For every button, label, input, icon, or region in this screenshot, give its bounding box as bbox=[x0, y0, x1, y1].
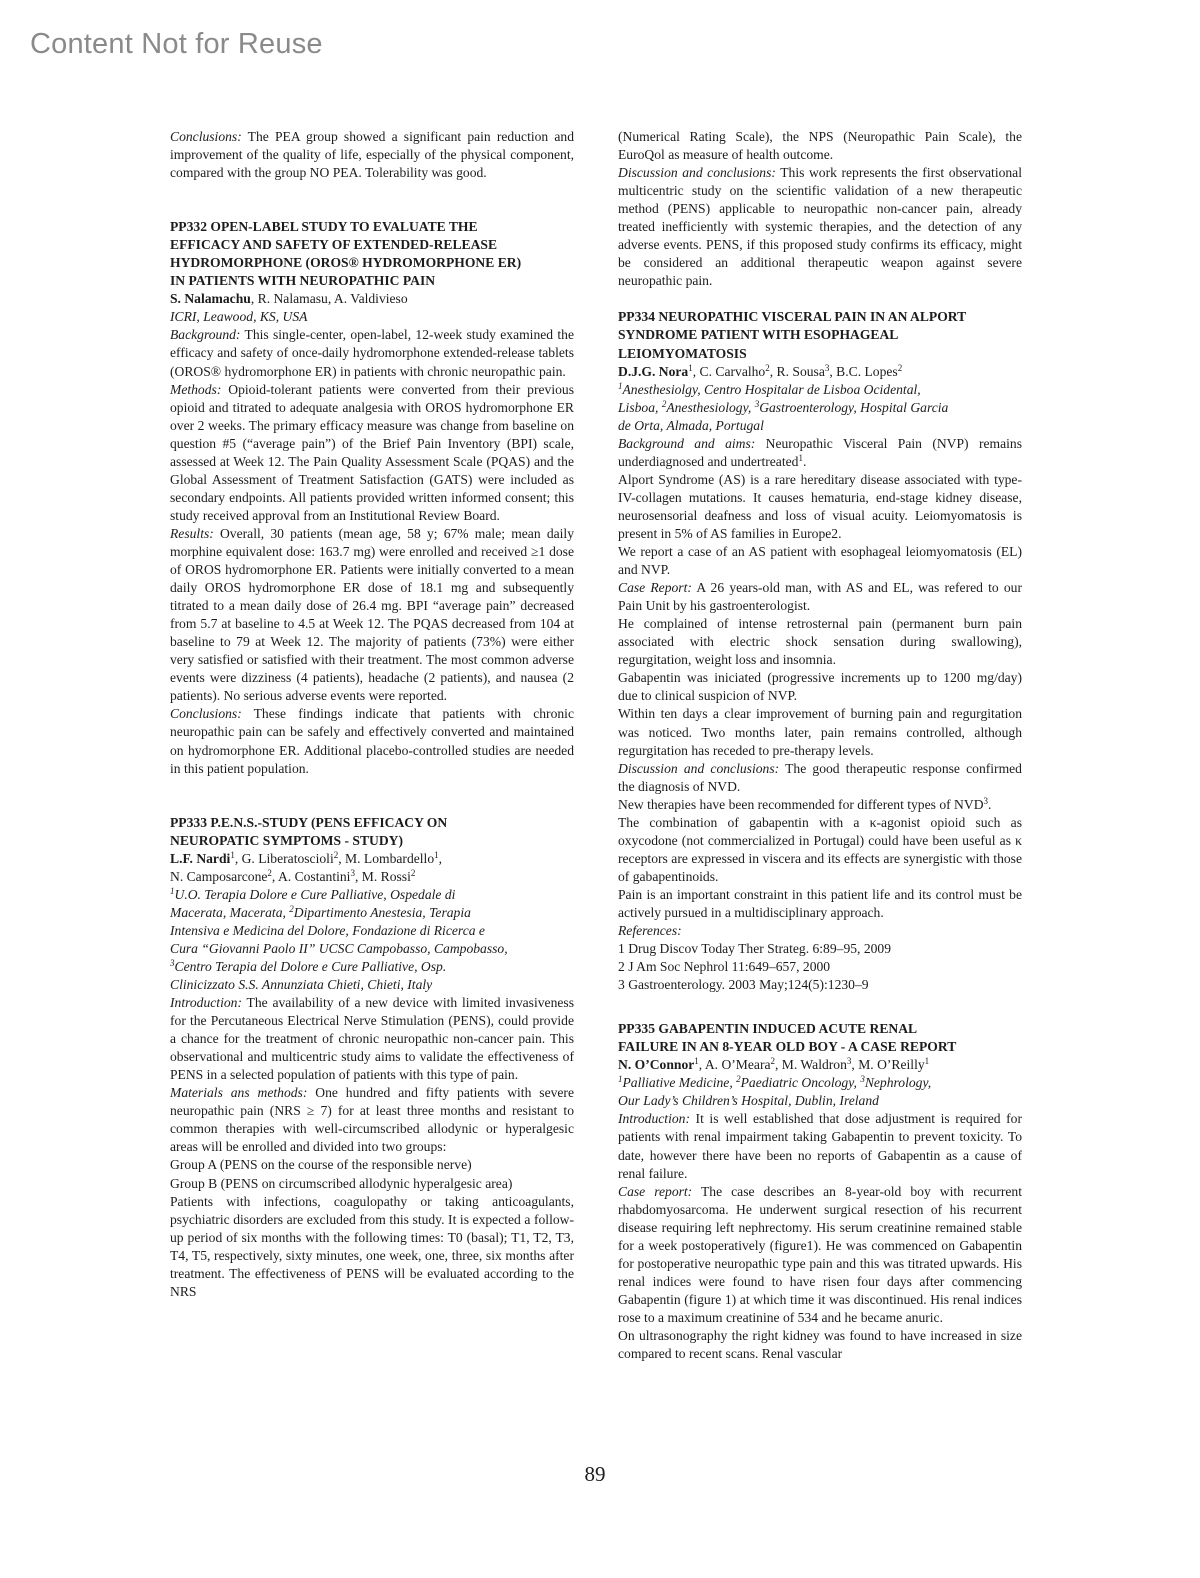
background-paragraph bbox=[618, 435, 1022, 471]
affiliation-marker: 1 bbox=[688, 362, 693, 373]
coauthor: , A. O’Meara bbox=[698, 1057, 771, 1073]
title-line: PP332 OPEN-LABEL STUDY TO EVALUATE THE bbox=[170, 219, 478, 235]
paragraph: On ultrasonography the right kidney was found to have increased in size compared to recent scans. Renal vascular bbox=[618, 1328, 1022, 1362]
affiliation-line: Our Lady’s Children’s Hospital, Dublin, Ireland bbox=[618, 1093, 879, 1109]
affiliation-line: Cura “Giovanni Paolo II” UCSC Campobasso, Campobasso, bbox=[170, 940, 508, 956]
affiliation-line: de Orta, Almada, Portugal bbox=[618, 417, 764, 433]
coauthor: , C. Carvalho bbox=[692, 363, 766, 379]
presenting-author: N. O’Connor bbox=[618, 1057, 695, 1073]
section-label: Case report: bbox=[618, 1183, 693, 1199]
affiliation-marker: 3 bbox=[350, 867, 355, 878]
paragraph-text: This single-center, open-label, 12-week study examined the efficacy and safety of once-daily hydromorphone extended-release tablets (OROS® hydromorphone ER) in patients with chronic neuropathic pain. bbox=[170, 327, 574, 379]
section-label: Discussion and conclusions: bbox=[618, 165, 776, 181]
section-label: Discussion and conclusions: bbox=[618, 760, 780, 776]
coauthor: , A. Costantini bbox=[271, 868, 351, 884]
affiliation-marker: 2 bbox=[267, 867, 272, 878]
conclusions-paragraph bbox=[170, 705, 574, 777]
affiliation-line: Centro Terapia del Dolore e Cure Palliative, Osp. bbox=[174, 958, 447, 974]
section-label: Case Report: bbox=[618, 580, 692, 596]
presenting-author: S. Nalamachu bbox=[170, 291, 251, 307]
affiliation-marker: 2 bbox=[736, 1074, 741, 1085]
materials-paragraph bbox=[170, 1084, 574, 1156]
paragraph-text: . bbox=[802, 453, 807, 469]
paragraph-text: New therapies have been recommended for different types of NVD bbox=[618, 796, 984, 812]
abstract-title bbox=[170, 814, 574, 850]
paragraph: He complained of intense retrosternal pain (permanent burn pain associated with electric shock sensation during swallowing), regurgitation, weight loss and insomnia. bbox=[618, 616, 1022, 668]
affiliation-line: Clinicizzato S.S. Annunziata Chieti, Chieti, Italy bbox=[170, 977, 433, 993]
author-list bbox=[618, 363, 1022, 381]
affiliation: ICRI, Leawood, KS, USA bbox=[170, 309, 308, 325]
affiliation bbox=[170, 886, 574, 994]
section-label: Conclusions: bbox=[170, 129, 242, 144]
exclusion-paragraph: Patients with infections, coagulopathy or taking anticoagulants, psychiatric disorders are excluded from this study. It is expected a follow-up period of six months with the following times: T0 (basal); T1, T2, T3, T4, T5, respectively, sixty minutes, one week, one, three, six months after treatment. The effectiveness of PENS will be evaluated according to the NRS bbox=[170, 1193, 574, 1299]
paragraph-text: A 26 years-old man, with AS and EL, was refered to our Pain Unit by his gastroenterologist. bbox=[618, 580, 1022, 614]
paragraph-text: These findings indicate that patients with chronic neuropathic pain can be safely and effectively converted and maintained on hydromorphone ER. Additional placebo-controlled studies are needed in this patient population. bbox=[170, 706, 574, 776]
section-label: Background and aims: bbox=[618, 435, 756, 451]
affiliation-line: Palliative Medicine, bbox=[622, 1075, 737, 1091]
group-a-line: Group A (PENS on the course of the responsible nerve) bbox=[170, 1157, 472, 1173]
affiliation-marker: 2 bbox=[289, 903, 294, 914]
affiliation-line: Anesthesiolgy, Centro Hospitalar de Lisboa Ocidental, bbox=[622, 381, 921, 397]
coauthors: , R. Nalamasu, A. Valdivieso bbox=[250, 291, 408, 307]
affiliation-marker: 3 bbox=[824, 362, 830, 373]
abstract-title bbox=[618, 308, 1022, 362]
abstract-pp334 bbox=[618, 308, 1022, 994]
section-label: Introduction: bbox=[618, 1111, 690, 1127]
citation-marker: 1 bbox=[798, 452, 803, 463]
title-line: PP334 NEUROPATHIC VISCERAL PAIN IN AN ALPORT bbox=[618, 309, 967, 325]
left-column bbox=[170, 128, 574, 1301]
prev-abstract-conclusions bbox=[170, 128, 574, 182]
affiliation-line: Paediatric Oncology, bbox=[740, 1075, 861, 1091]
author-list: L.F. Nardi$^1$, G. Liberatoscioli$^2$, M. Lombardello$^1$, N. Camposarcone$^2$, A. Costantini$^3$, M. Rossi$^2$ bbox=[170, 849, 443, 884]
section-label: Conclusions: bbox=[170, 706, 242, 722]
coauthor: , M. Waldron bbox=[775, 1057, 847, 1073]
affiliation-line: Intensiva e Medicina del Dolore, Fondazione di Ricerca e bbox=[170, 922, 485, 938]
title-line: HYDROMORPHONE (OROS® HYDROMORPHONE ER) bbox=[170, 255, 522, 271]
affiliation-line: Nephrology, bbox=[864, 1075, 932, 1091]
abstract-pp335 bbox=[618, 1020, 1022, 1363]
affiliation-marker: 3 bbox=[846, 1056, 852, 1067]
paragraph: We report a case of an AS patient with esophageal leiomyomatosis (EL) and NVP. bbox=[618, 544, 1022, 578]
coauthor: , R. Sousa bbox=[769, 363, 825, 379]
paragraph-text: Overall, 30 patients (mean age, 58 y; 67% male; mean daily morphine equivalent dose: 163.7 mg) were enrolled and received ≥1 dose of OROS hydromorphone ER. Patients were initially converted to a mean daily OROS hydromorphone ER dose of 18.1 mg and subsequently titrated to a mean daily dose of 26.4 mg. BPI “average pain” decreased from 5.7 at baseline to 4.5 at Week 12. The PQAS decreased from 104 at baseline to 79 at Week 12. The majority of patients (73%) were either very satisfied or satisfied with their treatment. The most common adverse events were dizziness (4 patients), headache (2 patients), and nausea (2 patients). No serious adverse events were reported. bbox=[170, 525, 574, 704]
affiliation-marker: 3 bbox=[170, 957, 175, 968]
paragraph: Gabapentin was iniciated (progressive increments up to 1200 mg/day) due to clinical suspicion of NVP. bbox=[618, 670, 1022, 704]
presenting-author: L.F. Nardi bbox=[170, 850, 231, 866]
methods-paragraph bbox=[170, 381, 574, 525]
paragraph-text: Neuropathic Visceral Pain (NVP) remains underdiagnosed and undertreated bbox=[618, 435, 1022, 469]
abstract-pp332 bbox=[170, 218, 574, 777]
affiliation bbox=[618, 381, 1022, 435]
discussion-paragraph bbox=[618, 164, 1022, 290]
coauthor: , G. Liberatoscioli bbox=[234, 850, 334, 866]
coauthor: , B.C. Lopes bbox=[829, 363, 898, 379]
paragraph: Within ten days a clear improvement of burning pain and regurgitation was noticed. Two months later, pain remains controlled, although regurgitation has receded to pre-therapy levels. bbox=[618, 706, 1022, 758]
introduction-paragraph bbox=[618, 1110, 1022, 1182]
affiliation-line: U.O. Terapia Dolore e Cure Palliative, Ospedale di bbox=[174, 886, 456, 902]
paragraph: (Numerical Rating Scale), the NPS (Neuropathic Pain Scale), the EuroQol as measure of health outcome. bbox=[618, 129, 1022, 163]
affiliation-marker: 2 bbox=[410, 867, 416, 878]
affiliation-marker: 1 bbox=[230, 849, 235, 860]
abstract-title bbox=[618, 1020, 1022, 1056]
coauthor: N. Camposarcone bbox=[170, 868, 268, 884]
affiliation-marker: 1 bbox=[170, 885, 175, 896]
reference-item: 3 Gastroenterology. 2003 May;124(5):1230–9 bbox=[618, 977, 869, 993]
affiliation-marker: 2 bbox=[897, 362, 903, 373]
affiliation-marker: 2 bbox=[765, 362, 770, 373]
affiliation-marker: 3 bbox=[754, 398, 760, 409]
title-line: PP333 P.E.N.S.-STUDY (PENS EFFICACY ON bbox=[170, 814, 448, 830]
title-line: LEIOMYOMATOSIS bbox=[618, 345, 747, 361]
affiliation-marker: 3 bbox=[860, 1074, 865, 1085]
affiliation-line: Lisboa, bbox=[618, 399, 662, 415]
title-line: SYNDROME PATIENT WITH ESOPHAGEAL bbox=[618, 327, 899, 343]
title-line: NEUROPATIC SYMPTOMS - STUDY) bbox=[170, 832, 403, 848]
affiliation-marker: 2 bbox=[333, 849, 339, 860]
reference-item: 2 J Am Soc Nephrol 11:649–657, 2000 bbox=[618, 959, 831, 975]
section-label: Materials ans methods: bbox=[170, 1085, 308, 1101]
affiliation bbox=[618, 1074, 1022, 1110]
paragraph-text: . bbox=[988, 796, 992, 812]
page-number: 89 bbox=[584, 1462, 606, 1486]
title-line: PP335 GABAPENTIN INDUCED ACUTE RENAL bbox=[618, 1021, 918, 1037]
references-label: References: bbox=[618, 923, 682, 939]
affiliation-marker: 1 bbox=[434, 849, 439, 860]
coauthor: , M. Rossi bbox=[354, 868, 411, 884]
section-label: Results: bbox=[170, 525, 214, 541]
affiliation-line: Dipartimento Anestesia, Terapia bbox=[293, 904, 471, 920]
paragraph-text: It is well established that dose adjustment is required for patients with renal impairment taking Gabapentin to prevent toxicity. To date, however there have been no reports of Gabapentin as a cause of renal failure. bbox=[618, 1111, 1022, 1181]
title-line: FAILURE IN AN 8-YEAR OLD BOY - A CASE REPORT bbox=[618, 1039, 957, 1055]
right-column bbox=[618, 128, 1022, 1363]
case-report-paragraph bbox=[618, 579, 1022, 615]
paragraph: Pain is an important constraint in this patient life and its control must be actively pursued in a multidisciplinary approach. bbox=[618, 886, 1022, 920]
case-report-paragraph bbox=[618, 1183, 1022, 1327]
affiliation-marker: 1 bbox=[694, 1056, 699, 1067]
paragraph-text: One hundred and fifty patients with severe neuropathic pain (NRS ≥ 7) for at least three months and resistant to common therapies with well-circumscribed allodynic or hyperalgesic areas will be enrolled and divided into two groups: bbox=[170, 1085, 574, 1155]
section-label: Introduction: bbox=[170, 995, 242, 1011]
group-b-line: Group B (PENS on circumscribed allodynic hyperalgesic area) bbox=[170, 1175, 513, 1191]
affiliation-marker: 1 bbox=[924, 1056, 930, 1067]
paragraph-text: This work represents the first observational multicentric study on the scientific validation of a new therapeutic method (PENS) applicable to neuropathic non-cancer pain, already treated inefficiently with systemic therapies, and the detection of any adverse events. PENS, if this proposed study confirms its efficacy, might be considered an additional therapeutic weapon against severe neuropathic pain. bbox=[618, 165, 1022, 289]
paragraph: Alport Syndrome (AS) is a rare hereditary disease associated with type-IV-collagen mutations. It causes hematuria, end-stage kidney disease, neurosensorial deafness and loss of visual acuity. Leiomyomatosis is present in 5% of AS families in Europe2. bbox=[618, 471, 1022, 541]
coauthor: , M. O’Reilly bbox=[851, 1057, 925, 1073]
affiliation-marker: 1 bbox=[618, 1074, 623, 1085]
abstract-pp333-continued bbox=[618, 128, 1022, 290]
section-label: Methods: bbox=[170, 381, 222, 397]
paragraph-text: The PEA group showed a significant pain reduction and improvement of the quality of life, especially of the physical component, compared with the group NO PEA. Tolerability was good. bbox=[170, 129, 574, 181]
introduction-paragraph bbox=[170, 994, 574, 1084]
paragraph-text: The availability of a new device with limited invasiveness for the Percutaneous Electrical Nerve Stimulation (PENS), could provide a chance for the treatment of chronic neuropathic non-cancer pain. This observational and multicentric study aims to validate the effectiveness of PENS in a selected population of patients with this type of pain. bbox=[170, 995, 574, 1083]
paragraph: The combination of gabapentin with a κ-agonist opioid such as oxycodone (not commercialized in Portugal) could have been useful as κ receptors are expressed in viscera and its effects are synergistic with those of gabapentinoids. bbox=[618, 814, 1022, 884]
affiliation-marker: 2 bbox=[661, 398, 667, 409]
watermark: Content Not for Reuse bbox=[30, 28, 323, 60]
reference-item: 1 Drug Discov Today Ther Strateg. 6:89–95, 2009 bbox=[618, 941, 892, 957]
affiliation-line: Macerata, Macerata, bbox=[170, 904, 290, 920]
author-list bbox=[618, 1056, 1022, 1074]
title-line: EFFICACY AND SAFETY OF EXTENDED-RELEASE bbox=[170, 237, 498, 253]
paragraph-text: The case describes an 8-year-old boy with recurrent rhabdomyosarcoma. He underwent surgical resection of his recurrent disease requiring left nephrectomy. His serum creatinine remained stable for a week postoperatively (figure1). He was commenced on Gabapentin for postoperative neuropathic type pain and this was titrated upwards. His renal indices were found to have risen four days after commencing Gabapentin (figure 1) at which time it was discontinued. His renal indices rose to a maximum creatinine of 534 and he became anuric. bbox=[618, 1183, 1023, 1325]
citation-marker: 3 bbox=[983, 795, 989, 806]
title-line: IN PATIENTS WITH NEUROPATHIC PAIN bbox=[170, 273, 436, 289]
background-paragraph bbox=[170, 326, 574, 380]
affiliation-line: Anesthesiology, bbox=[666, 399, 755, 415]
abstract-pp333 bbox=[170, 814, 574, 1301]
affiliation-line: Gastroenterology, Hospital Garcia bbox=[759, 399, 949, 415]
affiliation-marker: 1 bbox=[618, 380, 623, 391]
section-label: Background: bbox=[170, 327, 241, 343]
discussion-paragraph bbox=[618, 760, 1022, 796]
author-list bbox=[170, 290, 574, 308]
paragraph-text: Opioid-tolerant patients were converted from their previous opioid and titrated to adequate analgesia with OROS hydromorphone ER over 2 weeks. The primary efficacy measure was change from baseline on question #5 (“average pain”) of the Brief Pain Inventory (BPI) scale, assessed at Week 12. The Pain Quality Assessment Scale (PQAS) and the Global Assessment of Treatment Satisfaction (GATS) were included as secondary endpoints. All patients provided written informed consent; this study received approval from an Institutional Review Board. bbox=[170, 381, 574, 523]
paragraph bbox=[618, 796, 1022, 814]
affiliation-marker: 2 bbox=[770, 1056, 775, 1067]
coauthor: , M. Lombardello bbox=[338, 850, 435, 866]
results-paragraph bbox=[170, 525, 574, 705]
paragraph-text: The good therapeutic response confirmed the diagnosis of NVD. bbox=[618, 760, 1022, 794]
abstract-title bbox=[170, 218, 574, 290]
presenting-author: D.J.G. Nora bbox=[618, 363, 689, 379]
